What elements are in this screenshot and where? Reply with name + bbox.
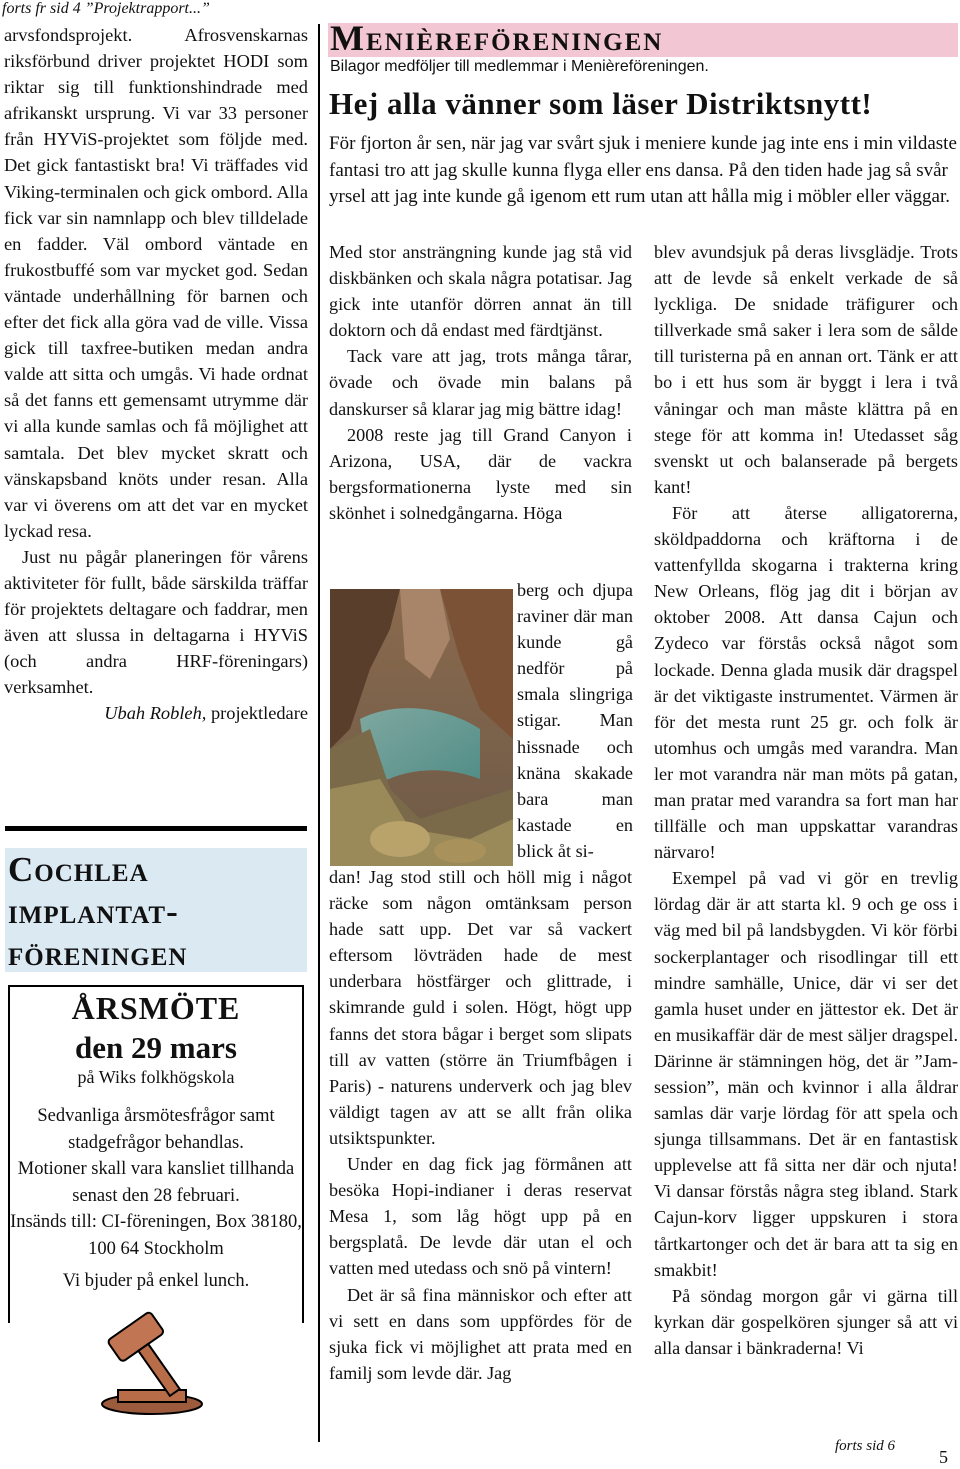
left-paragraph: arvsfondsprojekt. Afrosvenskarnas riksförbund driver projektet HODI som riktar sig till funktionshindrade med afrikanskt ursprung. Vi var 33 personer från HYViS-projektet som följde med. Det gick fantastiskt bra! Vi träffades vid Viking-terminalen och gick ombord. Alla fick var sin namnlapp och blev tilldelade en fadder. Väl ombord väntade en frukostbuffé som var mycket god. Sedan väntade underhållning för barnen och efter det fick alla göra vad de ville. Vissa gick till taxfree-butiken medan andra valde att sitta och umgås. Vi hade ordnat så det fanns ett gemensamt utrymme där vi alla kunde samlas och få möjlighet att samtala. Det blev mycket skratt och vänskapsband knöts under resan. Alla var vi överens om att det var en mycket lyckad resa. bbox=[4, 25, 308, 541]
article-paragraph: Med stor ansträngning kunde jag stå vid diskbänken och skala några potatisar. Jag gick inte utanför dörren annat än till doktorn och då endast med färdtjänst. bbox=[329, 242, 632, 341]
cochlea-title-line: Cochlea bbox=[8, 850, 149, 889]
article-paragraph: På söndag morgon går vi gärna till kyrkan där gospelkören sjunger så att vi alla dansar i bänkraderna! Vi bbox=[654, 1285, 958, 1358]
column-divider bbox=[318, 24, 320, 1442]
cochlea-title bbox=[8, 849, 308, 975]
article-paragraph: Under en dag fick jag förmånen att besöka Hopi-indianer i deras reservat Mesa 1, som låg högt upp på en bergsplatå. De levde där utan el och vatten med utedass och snö på vintern! bbox=[329, 1154, 632, 1279]
wrapped-text-beside-photo: berg och djupa raviner där man kunde gå nedför på smala slingriga stigar. Man hissnade och knäna skakade bara man kastade en blick åt si- bbox=[517, 580, 633, 861]
signature-role: projektledare bbox=[206, 703, 308, 724]
meniere-title: Menièreföreningen bbox=[330, 18, 664, 58]
annual-meeting-line: Motioner skall vara kansliet tillhanda senast den 28 februari. bbox=[17, 1159, 295, 1206]
left-article bbox=[4, 22, 308, 727]
middle-column-top bbox=[329, 239, 632, 526]
cochlea-title-line: föreningen bbox=[8, 934, 188, 973]
left-paragraph: Just nu pågår planeringen för vårens aktiviteter för fullt, både särskilda träffar för projektets deltagare och faddrar, men även att slussa in deltagarna i HYViS (och andra HRF-föreningars) verksamhet. bbox=[4, 546, 308, 698]
annual-meeting-title: ÅRSMÖTE bbox=[71, 990, 241, 1026]
annual-meeting-details bbox=[8, 1103, 304, 1262]
meniere-subtitle: Bilagor medföljer till medlemmar i Menièreföreningen. bbox=[330, 58, 709, 75]
article-paragraph: Exempel på vad vi gör en trevlig lördag där är att starta kl. 9 och ge oss i väg med bil på landsbygden. Vi kör förbi sockerplantager och risodlingar till ett mindre samhälle, Unice, där vi ser det gamla huset under en jättestor ek. Det är en musikaffär där de mest säljer dragspel. Därinne är stämningen hög, det är ”Jam- session”, män och kvinnor i alla åldrar samlas där varje lördag för att spela och sjunga tillsammans. Det är en fantastisk upplevelse att få sitta ner där och njuta! Vi dansar förstås några steg ibland. Stark Cajun-korv ligger uppskuren i stora tårtkartonger och det är bara att ta sig en smakbit! bbox=[654, 868, 958, 1280]
annual-meeting-line: Insänds till: CI-föreningen, Box 38180, 100 64 Stockholm bbox=[10, 1212, 302, 1259]
annual-meeting-place: på Wiks folkhögskola bbox=[77, 1067, 235, 1087]
article-paragraph: Det är så fina människor och efter att vi sett en dans som uppfördes för de sjuka fick vi möjlighet att prata med en familj som levde där. Jag bbox=[329, 1284, 632, 1383]
annual-meeting-date: den 29 mars bbox=[75, 1030, 237, 1065]
article-paragraph: blev avundsjuk på deras livsglädje. Trots att de levde så enkelt verkade de så lyckliga. De snidade träfigurer och tillverkade små saker i lera som de sålde till turisterna på en annan ort. Tänk er att bo i ett hus som är byggt i lera i två våningar och man måste klättra på en stege för att komma in! Utedasset såg svenskt ut och balanserade på bergets kant! bbox=[654, 242, 958, 497]
annual-meeting-lunch: Vi bjuder på enkel lunch. bbox=[62, 1271, 250, 1291]
article-intro: För fjorton år sen, när jag var svårt sjuk i meniere kunde jag inte ens i min vildaste fantasi tro att jag skulle kunna flyga eller ens dansa. På den tiden hade jag så svår yrsel att jag inte kunde gå igenom ett rum utan att hålla mig i möbler eller väggar. bbox=[329, 133, 957, 207]
signature bbox=[4, 700, 308, 726]
right-column bbox=[654, 239, 958, 1361]
middle-column-bottom bbox=[329, 864, 632, 1386]
article-paragraph: 2008 reste jag till Grand Canyon i Arizona, USA, där de vackra bergsformationerna lyste med sin skönhet i solnedgångarna. Höga bbox=[329, 424, 632, 523]
signature-name: Ubah Robleh, bbox=[104, 703, 207, 724]
gavel-icon bbox=[80, 1300, 220, 1420]
annual-meeting-line: Sedvanliga årsmötesfrågor samt stadgefrågor behandlas. bbox=[37, 1106, 275, 1153]
grand-canyon-photo bbox=[330, 589, 513, 866]
continued-on-footer: forts sid 6 bbox=[835, 1438, 896, 1454]
section-divider bbox=[5, 826, 307, 831]
article-paragraph: dan! Jag stod still och höll mig i något räcke som någon omtänksam person hade satt upp. Det var så vackert eftersom lövträden hade de mest underbara höstfärger och glittrade, i skimrande guld i solen. Högt, högt upp fanns det stora bågar i berget som slipats till av vatten (större än Triumfbågen i Paris) - naturens underverk och jag blev väldigt tagen av att se allt från olika utsiktspunkter. bbox=[329, 867, 632, 1148]
article-paragraph: För att återse alligatorerna, sköldpaddorna och kräftorna i de vattenfyllda skogarna i trakterna kring New Orleans, flög jag dit i början av oktober 2008. Att dansa Cajun och Zydeco var förstås också något som lockade. Denna glada musik där dragspel är det viktigaste instrumentet. Värmen är för det mesta runt 25 gr. och folk är utomhus och umgås med varandra. Man ler mot varandra när man möts på gatan, man pratar med varandra sa fort man har tillfälle och man uppskattar varandras närvaro! bbox=[654, 502, 958, 863]
article-headline: Hej alla vänner som läser Distriktsnytt! bbox=[329, 86, 873, 121]
article-paragraph: Tack vare att jag, trots många tårar, övade och övade min balans på danskurser så klarar jag mig bättre idag! bbox=[329, 346, 632, 419]
continued-from-header: forts fr sid 4 ”Projektrapport...” bbox=[2, 0, 210, 17]
cochlea-title-line: implantat- bbox=[8, 892, 179, 931]
page-number: 5 bbox=[939, 1447, 948, 1467]
